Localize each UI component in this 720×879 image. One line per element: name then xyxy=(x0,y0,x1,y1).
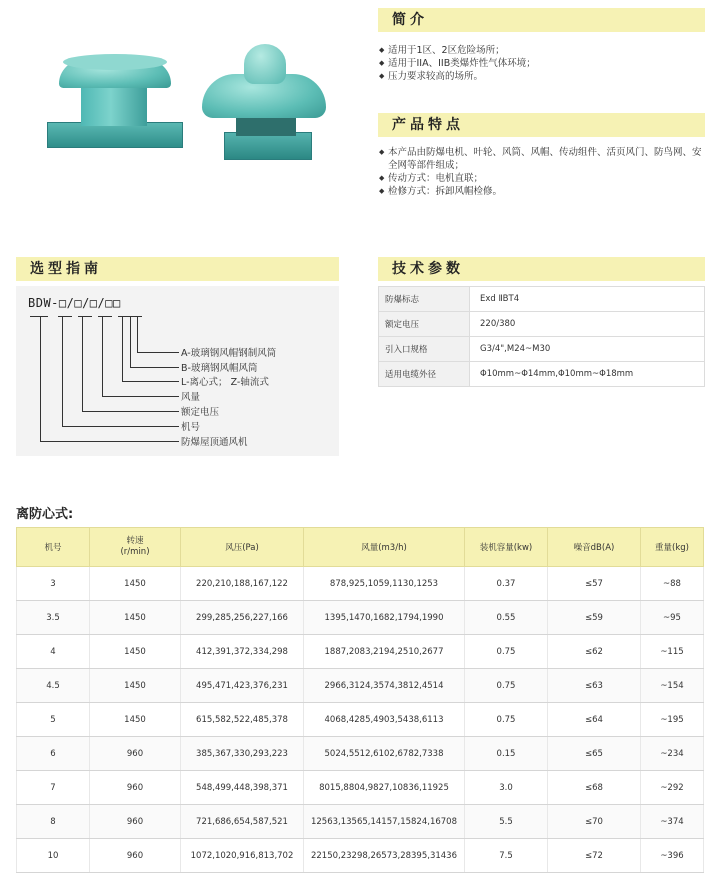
table-cell: 299,285,256,227,166 xyxy=(181,601,304,635)
table-cell: 3 xyxy=(17,567,90,601)
table-cell: 4068,4285,4903,5438,6113 xyxy=(304,703,465,737)
table-row xyxy=(17,635,704,669)
table-cell: 4.5 xyxy=(17,669,90,703)
table-cell: 5 xyxy=(17,703,90,737)
list-item: ◆ 检修方式：拆卸风帽检修。 xyxy=(379,185,705,198)
table-cell: 7 xyxy=(17,771,90,805)
features-list xyxy=(379,146,705,198)
table-cell: ≤64 xyxy=(548,703,641,737)
table-cell: ≤65 xyxy=(548,737,641,771)
table-cell: 1072,1020,916,813,702 xyxy=(181,839,304,873)
table-cell: 0.37 xyxy=(465,567,548,601)
table-row xyxy=(17,737,704,771)
table-cell: 2966,3124,3574,3812,4514 xyxy=(304,669,465,703)
table-cell: 1450 xyxy=(90,635,181,669)
table-cell: ≤57 xyxy=(548,567,641,601)
table-cell: 12563,13565,14157,15824,16708 xyxy=(304,805,465,839)
table-header-row xyxy=(17,528,704,567)
table-cell: 8 xyxy=(17,805,90,839)
table-cell: 960 xyxy=(90,805,181,839)
table-cell: ≤63 xyxy=(548,669,641,703)
table-cell: 721,686,654,587,521 xyxy=(181,805,304,839)
model-code: BDW-□/□/□/□□ xyxy=(28,296,121,310)
guide-label-a: A-玻璃钢风帽钢制风筒 xyxy=(181,348,277,359)
table-cell: 3.0 xyxy=(465,771,548,805)
features-title: 产品特点 xyxy=(378,113,705,137)
col-header: 重量(kg) xyxy=(641,528,704,567)
centrifugal-table xyxy=(16,527,704,873)
table-cell: 495,471,423,376,231 xyxy=(181,669,304,703)
table-cell: 7.5 xyxy=(465,839,548,873)
intro-list xyxy=(379,44,705,83)
table-cell: ~154 xyxy=(641,669,704,703)
table-cell: 0.55 xyxy=(465,601,548,635)
table-cell: 0.75 xyxy=(465,703,548,737)
table-cell: ≤62 xyxy=(548,635,641,669)
guide-label-type: L-离心式； Z-轴流式 xyxy=(181,377,269,388)
table-cell: 1887,2083,2194,2510,2677 xyxy=(304,635,465,669)
table-cell: 4 xyxy=(17,635,90,669)
table-cell: 548,499,448,398,371 xyxy=(181,771,304,805)
table-cell: ~95 xyxy=(641,601,704,635)
table-cell: ≤59 xyxy=(548,601,641,635)
table-cell: 0.75 xyxy=(465,635,548,669)
table-cell: 6 xyxy=(17,737,90,771)
table-cell: ~292 xyxy=(641,771,704,805)
table-cell: ~396 xyxy=(641,839,704,873)
col-header: 转速 (r/min) xyxy=(90,528,181,567)
col-header: 装机容量(kw) xyxy=(465,528,548,567)
table-cell: 878,925,1059,1130,1253 xyxy=(304,567,465,601)
table-cell: 0.75 xyxy=(465,669,548,703)
table-row: 适用电缆外径 Φ10mm~Φ14mm,Φ10mm~Φ18mm xyxy=(379,362,705,387)
table-cell: 5024,5512,6102,6782,7338 xyxy=(304,737,465,771)
centrifugal-title: 离防心式: xyxy=(16,507,74,522)
table-cell: 960 xyxy=(90,737,181,771)
guide-label-airflow: 风量 xyxy=(181,392,201,403)
product-image-fan-dome-hood xyxy=(200,44,330,164)
list-item: ◆ 适用于1区、2区危险场所； xyxy=(379,44,705,57)
table-cell: 220,210,188,167,122 xyxy=(181,567,304,601)
table-cell: 412,391,372,334,298 xyxy=(181,635,304,669)
table-cell: 960 xyxy=(90,771,181,805)
table-row: 引入口规格 G3/4",M24~M30 xyxy=(379,337,705,362)
table-row xyxy=(17,601,704,635)
tech-title: 技术参数 xyxy=(378,257,705,281)
guide-label-machine-no: 机号 xyxy=(181,422,201,433)
table-cell: ~88 xyxy=(641,567,704,601)
table-row xyxy=(17,669,704,703)
list-item: ◆ 适用于IIA、IIB类爆炸性气体环境； xyxy=(379,57,705,70)
table-cell: 0.15 xyxy=(465,737,548,771)
table-cell: 1450 xyxy=(90,601,181,635)
table-row xyxy=(17,567,704,601)
table-cell: 1450 xyxy=(90,567,181,601)
table-row xyxy=(17,805,704,839)
guide-label-product: 防爆屋顶通风机 xyxy=(181,437,248,448)
table-cell: ~195 xyxy=(641,703,704,737)
col-header: 机号 xyxy=(17,528,90,567)
table-row: 额定电压 220/380 xyxy=(379,312,705,337)
table-cell: 1450 xyxy=(90,703,181,737)
table-cell: ~234 xyxy=(641,737,704,771)
guide-label-voltage: 额定电压 xyxy=(181,407,220,418)
col-header: 风压(Pa) xyxy=(181,528,304,567)
selection-guide-box xyxy=(16,286,339,456)
table-row xyxy=(17,839,704,873)
list-item: ◆ 本产品由防爆电机、叶轮、风筒、风帽、传动组件、活页风门、防鸟网、安全网等部件组成； xyxy=(379,146,705,172)
table-cell: ~374 xyxy=(641,805,704,839)
table-row xyxy=(17,703,704,737)
col-header: 风量(m3/h) xyxy=(304,528,465,567)
table-cell: 8015,8804,9827,10836,11925 xyxy=(304,771,465,805)
guide-label-b: B-玻璃钢风帽风筒 xyxy=(181,363,258,374)
table-cell: 3.5 xyxy=(17,601,90,635)
intro-title: 简介 xyxy=(378,8,705,32)
table-row: 防爆标志 Exd ⅡBT4 xyxy=(379,287,705,312)
table-cell: 22150,23298,26573,28395,31436 xyxy=(304,839,465,873)
list-item: ◆ 传动方式：电机直联； xyxy=(379,172,705,185)
table-cell: ≤72 xyxy=(548,839,641,873)
table-cell: ≤70 xyxy=(548,805,641,839)
tech-params-table xyxy=(378,286,705,387)
table-cell: 1450 xyxy=(90,669,181,703)
table-cell: 385,367,330,293,223 xyxy=(181,737,304,771)
table-row xyxy=(17,771,704,805)
table-cell: 615,582,522,485,378 xyxy=(181,703,304,737)
product-image-fan-flat-hood xyxy=(45,48,185,158)
table-cell: ~115 xyxy=(641,635,704,669)
guide-title: 选型指南 xyxy=(16,257,339,281)
table-cell: 10 xyxy=(17,839,90,873)
col-header: 噪音dB(A) xyxy=(548,528,641,567)
table-cell: 5.5 xyxy=(465,805,548,839)
list-item: ◆ 压力要求较高的场所。 xyxy=(379,70,705,83)
table-cell: 960 xyxy=(90,839,181,873)
table-cell: ≤68 xyxy=(548,771,641,805)
table-cell: 1395,1470,1682,1794,1990 xyxy=(304,601,465,635)
